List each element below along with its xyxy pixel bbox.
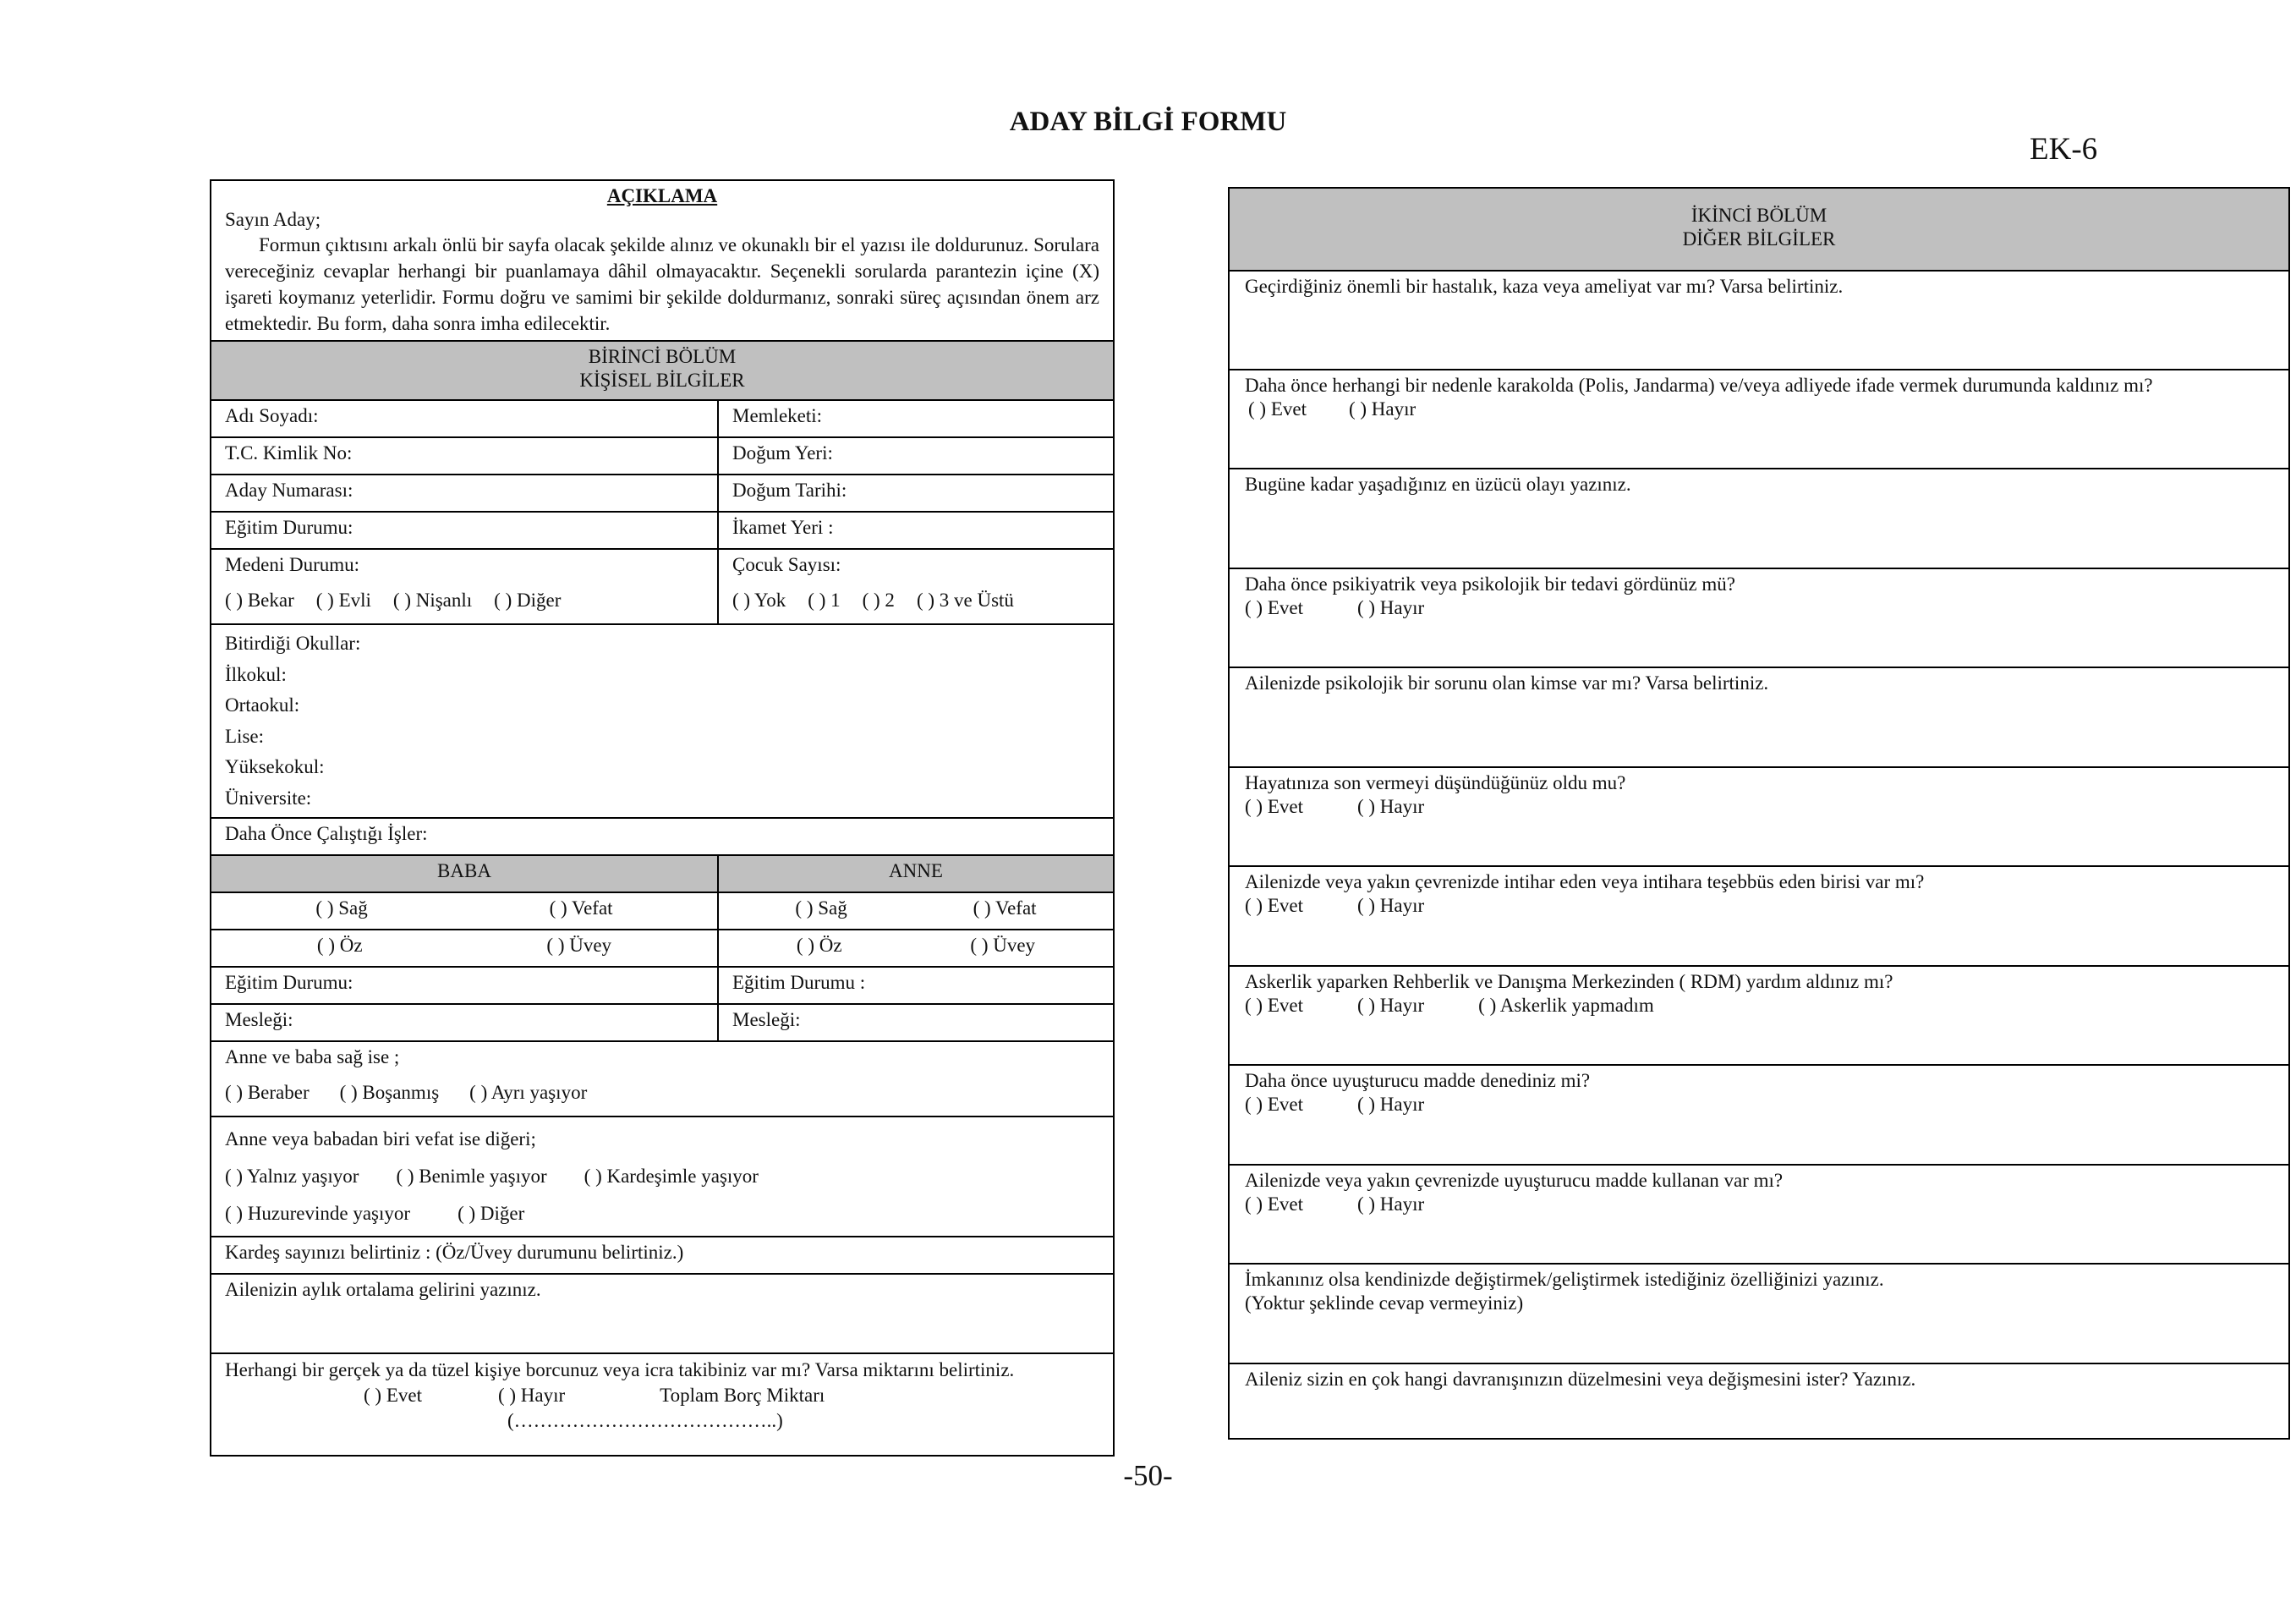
father-step-option[interactable]: ( ) Üvey bbox=[546, 935, 612, 956]
father-header: BABA bbox=[211, 855, 718, 892]
section2-title: İKİNCİ BÖLÜM bbox=[1690, 205, 1827, 226]
rdm-no-military-option[interactable]: ( ) Askerlik yapmadım bbox=[1478, 995, 1654, 1016]
nursing-home-option[interactable]: ( ) Huzurevinde yaşıyor bbox=[225, 1203, 411, 1224]
debt-amount-field[interactable]: (…………………………………..) bbox=[507, 1410, 783, 1431]
mother-relation-cell bbox=[718, 930, 1114, 967]
tc-id-field[interactable]: T.C. Kimlik No: bbox=[211, 437, 718, 475]
schools-label: Bitirdiği Okullar: bbox=[225, 633, 361, 654]
drug-use-no-option[interactable]: ( ) Hayır bbox=[1356, 1094, 1425, 1115]
marital-option-single[interactable]: ( ) Bekar bbox=[225, 590, 294, 611]
drug-circle-yes-option[interactable]: ( ) Evet bbox=[1245, 1193, 1303, 1215]
debt-yes-option[interactable]: ( ) Evet bbox=[364, 1385, 422, 1406]
hometown-field[interactable]: Memleketi: bbox=[718, 400, 1114, 437]
question-drug-use-text: Daha önce uyuşturucu madde denediniz mi? bbox=[1245, 1070, 1591, 1091]
rdm-no-option[interactable]: ( ) Hayır bbox=[1356, 995, 1425, 1016]
father-deceased-option[interactable]: ( ) Vefat bbox=[549, 897, 613, 919]
section1-header bbox=[211, 341, 1114, 400]
page-number: -50- bbox=[1123, 1459, 1173, 1492]
personal-info-table bbox=[210, 179, 1115, 1457]
father-relation-cell bbox=[211, 930, 718, 967]
question-drug-circle-text: Ailenizde veya yakın çevrenizde uyuşturucu madde kullanan var mı? bbox=[1245, 1170, 1784, 1191]
police-no-option[interactable]: ( ) Hayır bbox=[1348, 398, 1417, 420]
birthplace-field[interactable]: Doğum Yeri: bbox=[718, 437, 1114, 475]
appendix-label: EK-6 bbox=[2030, 132, 2098, 167]
primary-school-field[interactable]: İlkokul: bbox=[225, 663, 287, 685]
debt-cell bbox=[211, 1353, 1114, 1456]
lives-alone-option[interactable]: ( ) Yalnız yaşıyor bbox=[225, 1166, 359, 1187]
parent-deceased-label: Anne veya babadan biri vefat ise diğeri; bbox=[225, 1128, 536, 1149]
rdm-yes-option[interactable]: ( ) Evet bbox=[1245, 995, 1303, 1016]
question-suicide-circle-text: Ailenizde veya yakın çevrenizde intihar eden veya intihara teşebbüs eden birisi var mı? bbox=[1245, 871, 1925, 892]
mother-deceased-option[interactable]: ( ) Vefat bbox=[973, 897, 1037, 919]
parent-deceased-cell bbox=[211, 1116, 1114, 1237]
question-self-improvement-text: İmkanınız olsa kendinizde değiştirmek/geliştirmek istediğiniz özelliğinizi yazınız. bbox=[1245, 1269, 1884, 1290]
section2-header bbox=[1229, 188, 2289, 271]
debt-question: Herhangi bir gerçek ya da tüzel kişiye borcunuz veya icra takibiniz var mı? Varsa miktarını belirtiniz. bbox=[225, 1359, 1015, 1380]
lives-with-me-option[interactable]: ( ) Benimle yaşıyor bbox=[396, 1166, 547, 1187]
suicidal-yes-option[interactable]: ( ) Evet bbox=[1245, 796, 1303, 817]
explanation-cell bbox=[211, 180, 1114, 341]
question-self-improvement-note: (Yoktur şeklinde cevap vermeyiniz) bbox=[1245, 1292, 1524, 1314]
suicide-circle-no-option[interactable]: ( ) Hayır bbox=[1356, 895, 1425, 916]
question-self-improvement[interactable] bbox=[1229, 1264, 2289, 1363]
explanation-text: Formun çıktısını arkalı önlü bir sayfa olacak şekilde alınız ve okunaklı bir el yazısı ile doldurunuz. Sorulara vereceğiniz cevaplar herhangi bir puanlamaya dâhil olmayacaktır. Seçenekli sorularda parantezin içine (X) işareti koymanız yeterlidir. Formu doğru ve samimi bir şekilde doldurmanız, sonraki süreç açısından önem arz etmektedir. Bu form, daha sonra imha edilecektir. bbox=[225, 234, 1099, 334]
candidate-number-field[interactable]: Aday Numarası: bbox=[211, 475, 718, 512]
residence-field[interactable]: İkamet Yeri : bbox=[718, 512, 1114, 549]
father-alive-option[interactable]: ( ) Sağ bbox=[315, 897, 368, 919]
question-police-text: Daha önce herhangi bir nedenle karakolda (Polis, Jandarma) ve/veya adliyede ifade vermek durumunda kaldınız mı? bbox=[1245, 375, 2153, 396]
other-option[interactable]: ( ) Diğer bbox=[458, 1203, 525, 1224]
children-count-label: Çocuk Sayısı: bbox=[732, 554, 841, 575]
greeting: Sayın Aday; bbox=[225, 209, 321, 230]
question-family-wish-text: Aileniz sizin en çok hangi davranışınızın düzelmesini veya değişmesini ister? Yazınız. bbox=[1245, 1369, 1916, 1390]
name-field[interactable]: Adı Soyadı: bbox=[211, 400, 718, 437]
question-police-statement bbox=[1229, 370, 2289, 469]
section1-title: BİRİNCİ BÖLÜM bbox=[588, 346, 737, 367]
mother-education-field[interactable]: Eğitim Durumu : bbox=[718, 967, 1114, 1004]
suicidal-no-option[interactable]: ( ) Hayır bbox=[1356, 796, 1425, 817]
section2-subtitle: DİĞER BİLGİLER bbox=[1682, 228, 1836, 250]
debt-no-option[interactable]: ( ) Hayır bbox=[497, 1385, 566, 1406]
marital-option-engaged[interactable]: ( ) Nişanlı bbox=[392, 590, 473, 611]
mother-alive-cell bbox=[718, 892, 1114, 930]
marital-option-married[interactable]: ( ) Evli bbox=[315, 590, 371, 611]
form-title: ADAY BİLGİ FORMU bbox=[1009, 107, 1287, 137]
question-rdm bbox=[1229, 966, 2289, 1065]
mother-alive-option[interactable]: ( ) Sağ bbox=[795, 897, 847, 919]
parents-alive-cell bbox=[211, 1041, 1114, 1116]
father-alive-cell bbox=[211, 892, 718, 930]
mother-step-option[interactable]: ( ) Üvey bbox=[970, 935, 1036, 956]
lives-with-sibling-option[interactable]: ( ) Kardeşimle yaşıyor bbox=[584, 1166, 759, 1187]
children-option-3plus[interactable]: ( ) 3 ve Üstü bbox=[916, 590, 1014, 611]
debt-total-label: Toplam Borç Miktarı bbox=[660, 1385, 825, 1406]
question-suicidal-text: Hayatınıza son vermeyi düşündüğünüz oldu mu? bbox=[1245, 772, 1626, 793]
middle-school-field[interactable]: Ortaokul: bbox=[225, 694, 300, 716]
marital-status-label: Medeni Durumu: bbox=[225, 554, 360, 575]
birthdate-field[interactable]: Doğum Tarihi: bbox=[718, 475, 1114, 512]
parents-separated-option[interactable]: ( ) Ayrı yaşıyor bbox=[469, 1082, 588, 1103]
parents-alive-label: Anne ve baba sağ ise ; bbox=[225, 1046, 400, 1067]
mother-occupation-field[interactable]: Mesleği: bbox=[718, 1004, 1114, 1041]
question-illness-text: Geçirdiğiniz önemli bir hastalık, kaza veya ameliyat var mı? Varsa belirtiniz. bbox=[1245, 276, 1844, 297]
children-count-cell bbox=[718, 549, 1114, 624]
high-school-field[interactable]: Lise: bbox=[225, 725, 264, 747]
previous-jobs-field[interactable]: Daha Önce Çalıştığı İşler: bbox=[211, 818, 1114, 855]
question-family-psych-text: Ailenizde psikolojik bir sorunu olan kimse var mı? Varsa belirtiniz. bbox=[1245, 672, 1769, 694]
marital-status-cell bbox=[211, 549, 718, 624]
siblings-field[interactable]: Kardeş sayınızı belirtiniz : (Öz/Üvey durumunu belirtiniz.) bbox=[211, 1237, 1114, 1274]
question-illness[interactable] bbox=[1229, 271, 2289, 370]
treatment-yes-option[interactable]: ( ) Evet bbox=[1245, 597, 1303, 618]
question-family-wish[interactable] bbox=[1229, 1363, 2289, 1439]
income-field[interactable]: Ailenizin aylık ortalama gelirini yazınız. bbox=[211, 1274, 1114, 1353]
parents-together-option[interactable]: ( ) Beraber bbox=[225, 1082, 310, 1103]
schools-cell bbox=[211, 624, 1114, 818]
children-option-2[interactable]: ( ) 2 bbox=[862, 590, 895, 611]
question-family-psych[interactable] bbox=[1229, 667, 2289, 767]
section1-subtitle: KİŞİSEL BİLGİLER bbox=[579, 370, 745, 391]
question-saddest-event[interactable] bbox=[1229, 469, 2289, 568]
suicide-circle-yes-option[interactable]: ( ) Evet bbox=[1245, 895, 1303, 916]
question-treatment-text: Daha önce psikiyatrik veya psikolojik bir tedavi gördünüz mü? bbox=[1245, 573, 1735, 595]
other-info-table bbox=[1228, 187, 2290, 1440]
drug-circle-no-option[interactable]: ( ) Hayır bbox=[1356, 1193, 1425, 1215]
drug-use-yes-option[interactable]: ( ) Evet bbox=[1245, 1094, 1303, 1115]
question-suicidal-thoughts bbox=[1229, 767, 2289, 866]
father-occupation-field[interactable]: Mesleği: bbox=[211, 1004, 718, 1041]
children-option-none[interactable]: ( ) Yok bbox=[732, 590, 786, 611]
treatment-no-option[interactable]: ( ) Hayır bbox=[1356, 597, 1425, 618]
question-drug-circle bbox=[1229, 1165, 2289, 1264]
question-drug-use bbox=[1229, 1065, 2289, 1165]
college-field[interactable]: Yüksekokul: bbox=[225, 756, 325, 777]
education-field[interactable]: Eğitim Durumu: bbox=[211, 512, 718, 549]
university-field[interactable]: Üniversite: bbox=[225, 787, 312, 809]
police-yes-option[interactable]: ( ) Evet bbox=[1248, 398, 1307, 420]
marital-option-other[interactable]: ( ) Diğer bbox=[494, 590, 562, 611]
question-rdm-text: Askerlik yaparken Rehberlik ve Danışma Merkezinden ( RDM) yardım aldınız mı? bbox=[1245, 971, 1893, 992]
explanation-title: AÇIKLAMA bbox=[606, 185, 718, 206]
mother-biological-option[interactable]: ( ) Öz bbox=[796, 935, 842, 956]
father-biological-option[interactable]: ( ) Öz bbox=[316, 935, 363, 956]
children-option-1[interactable]: ( ) 1 bbox=[808, 590, 841, 611]
mother-header: ANNE bbox=[718, 855, 1114, 892]
question-saddest-text: Bugüne kadar yaşadığınız en üzücü olayı yazınız. bbox=[1245, 474, 1631, 495]
question-treatment bbox=[1229, 568, 2289, 667]
question-suicide-circle bbox=[1229, 866, 2289, 966]
parents-divorced-option[interactable]: ( ) Boşanmış bbox=[339, 1082, 440, 1103]
father-education-field[interactable]: Eğitim Durumu: bbox=[211, 967, 718, 1004]
